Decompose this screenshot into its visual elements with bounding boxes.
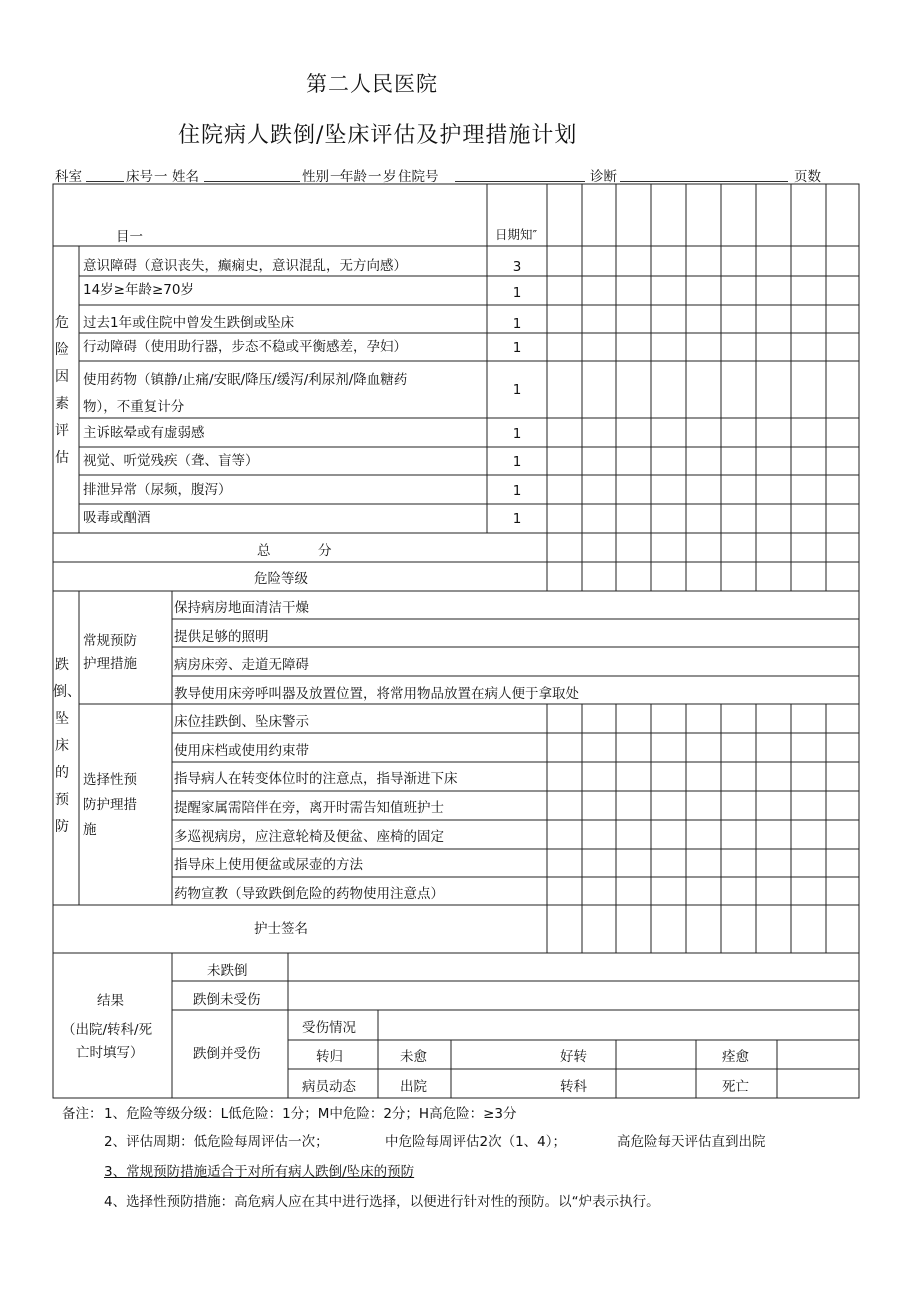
- note-item: 1、危险等级分级：L低危险：1分；M中危险：2分；H高危险：≥3分: [104, 1106, 517, 1122]
- admission-no-label: 住院号: [398, 169, 439, 185]
- note-item: 2、评估周期：低危险每周评估一次；: [104, 1134, 329, 1150]
- selective-measure-item: 使用床档或使用约束带: [174, 743, 309, 759]
- age-label: 年龄: [340, 169, 367, 185]
- fallen-no-injury-option: 跌倒未受伤: [193, 992, 261, 1008]
- risk-factor-text: 视觉、听觉残疾（聋、盲等）: [83, 453, 259, 469]
- note-item: 3、常规预防措施适合于对所有病人跌倒/坠床的预防: [104, 1164, 415, 1180]
- dash-separator: 一: [154, 169, 168, 185]
- hospital-name: 第二人民医院: [306, 72, 438, 96]
- risk-factor-text: 排泄异常（尿频，腹泻）: [83, 482, 232, 498]
- fallen-injured-option: 跌倒并受伤: [193, 1046, 261, 1062]
- risk-factor-score: 1: [512, 426, 522, 442]
- note-item: 中危险每周评估2次（1、4）；: [385, 1134, 567, 1150]
- risk-factor-text: 14岁≥年龄≥70岁: [83, 282, 194, 298]
- form-title: 住院病人跌倒/坠床评估及护理措施计划: [178, 123, 578, 148]
- project-column-header: 目一: [116, 229, 143, 245]
- dash-separator: 一: [368, 169, 382, 185]
- selective-measures-label: 施: [83, 822, 97, 838]
- dash-separator: 一: [330, 169, 344, 185]
- risk-factor-score: 1: [512, 340, 522, 356]
- risk-factor-text: 物），不重复计分: [83, 399, 185, 415]
- result-sublabel: （出院/转科/死: [62, 1022, 153, 1038]
- notes-prefix: 备注：: [62, 1106, 103, 1122]
- routine-measure-item: 病房床旁、走道无障碍: [174, 657, 309, 673]
- risk-factor-score: 1: [512, 316, 522, 332]
- nurse-signature-label: 护士签名: [254, 921, 308, 937]
- result-sublabel: 亡时填写）: [76, 1045, 144, 1061]
- selective-measure-item: 药物宣教（导致跌倒危险的药物使用注意点）: [174, 886, 444, 902]
- risk-factor-score: 1: [512, 454, 522, 470]
- selective-measure-item: 多巡视病房，应注意轮椅及便盆、座椅的固定: [174, 829, 444, 845]
- not-fallen-option: 未跌倒: [207, 963, 248, 979]
- selective-measure-item: 指导床上使用便盆或尿壶的方法: [174, 857, 363, 873]
- total-score-label: 分: [318, 543, 332, 559]
- risk-factor-text: 使用药物（镇静/止痛/安眠/降压/缓泻/利尿剂/降血糖药: [83, 372, 408, 388]
- risk-factor-text: 行动障碍（使用助行器，步态不稳或平衡感差，孕妇）: [83, 339, 407, 355]
- risk-factor-score: 1: [512, 483, 522, 499]
- risk-factor-text: 吸毒或酗酒: [83, 510, 151, 526]
- not-healed-label: 未愈: [400, 1049, 427, 1065]
- selective-measure-item: 指导病人在转变体位时的注意点，指导渐进下床: [174, 771, 458, 787]
- sex-label: 性别: [302, 169, 329, 185]
- risk-factor-text: 过去1年或住院中曾发生跌倒或坠床: [83, 315, 295, 331]
- department-label: 科室: [55, 169, 82, 185]
- discharged-label: 出院: [400, 1079, 427, 1095]
- risk-factor-score: 1: [512, 285, 522, 301]
- transferred-label: 转科: [560, 1079, 587, 1095]
- improved-label: 好转: [560, 1049, 587, 1065]
- death-label: 死亡: [722, 1079, 749, 1095]
- result-label: 结果: [97, 993, 124, 1009]
- name-label: 姓名: [172, 169, 199, 185]
- routine-measures-label: 常规预防: [83, 633, 137, 649]
- risk-factor-score: 1: [512, 511, 522, 527]
- selective-measure-item: 提醒家属需陪伴在旁，离开时需告知值班护士: [174, 800, 444, 816]
- risk-factor-text: 主诉眩晕或有虚弱感: [83, 425, 205, 441]
- risk-section-label: 危险因素评估: [55, 315, 69, 466]
- risk-factor-text: 意识障碍（意识丧失，癫痫史，意识混乱，无方向感）: [83, 258, 407, 274]
- routine-measure-item: 教导使用床旁呼叫器及放置位置，将常用物品放置在病人便于拿取处: [174, 686, 579, 702]
- date-column-header: 日期知″: [495, 227, 538, 242]
- healed-label: 痊愈: [722, 1049, 749, 1065]
- age-unit: 岁: [383, 169, 397, 185]
- routine-measure-item: 保持病房地面清洁干燥: [174, 600, 309, 616]
- selective-measure-item: 床位挂跌倒、坠床警示: [174, 714, 309, 730]
- bed-label: 床号: [126, 169, 153, 185]
- selective-measures-label: 选择性预: [83, 772, 137, 788]
- page-count-label: 页数: [794, 169, 821, 185]
- diagnosis-label: 诊断: [590, 169, 617, 185]
- risk-level-label: 危险等级: [254, 571, 308, 587]
- risk-factor-score: 1: [512, 382, 522, 398]
- total-score-label: 总: [257, 543, 271, 559]
- patient-status-label: 病员动态: [302, 1079, 356, 1095]
- routine-measures-label: 护理措施: [83, 656, 137, 672]
- selective-measures-label: 防护理措: [83, 797, 137, 813]
- risk-factor-score: 3: [512, 259, 522, 275]
- prevention-section-label: 跌倒、坠床的预防: [53, 657, 81, 835]
- note-item: 4、选择性预防措施：高危病人应在其中进行选择，以便进行针对性的预防。以“炉表示执行。: [104, 1194, 660, 1210]
- injury-condition-label: 受伤情况: [302, 1020, 356, 1036]
- routine-measure-item: 提供足够的照明: [174, 629, 269, 645]
- outcome-label: 转归: [316, 1049, 343, 1065]
- note-item: 高危险每天评估直到出院: [617, 1134, 766, 1150]
